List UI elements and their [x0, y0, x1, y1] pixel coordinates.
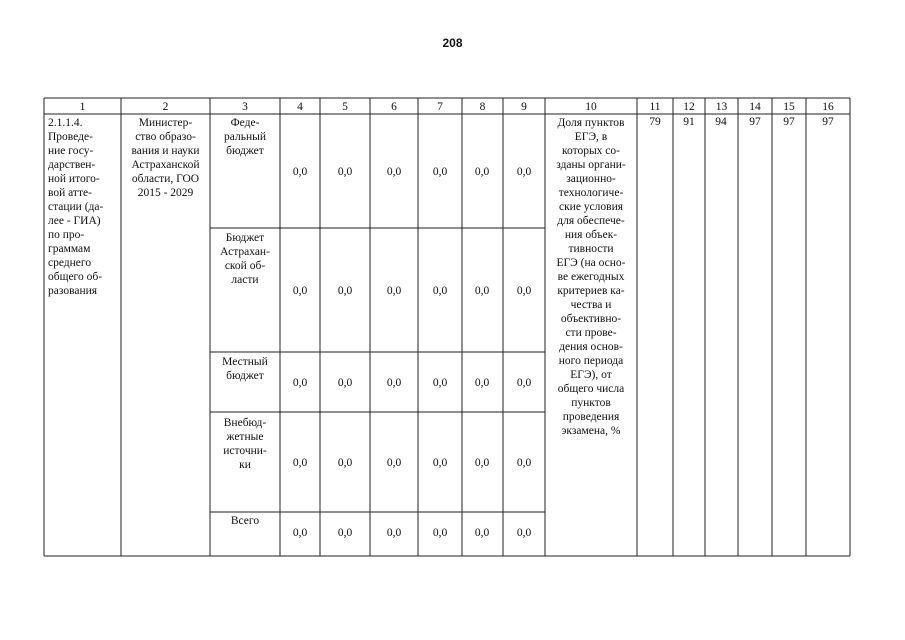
value-cell: 0,0 — [292, 377, 308, 389]
value-cell: 0,0 — [516, 457, 532, 469]
target-value: 97 — [783, 116, 795, 128]
column-header-4: 4 — [297, 101, 303, 113]
value-cell: 0,0 — [474, 285, 490, 297]
column-header-11: 11 — [649, 101, 661, 113]
value-cell: 0,0 — [474, 457, 490, 469]
column-header-6: 6 — [391, 101, 397, 113]
value-cell: 0,0 — [386, 377, 402, 389]
value-cell: 0,0 — [386, 527, 402, 539]
column-header-16: 16 — [822, 101, 834, 113]
value-cell: 0,0 — [432, 166, 448, 178]
indicator-text: Доля пунктов ЕГЭ, в которых со- зданы органи- зационно- технологиче- ские условия для обеспече- ния объек- тивности ЕГЭ (на осно- ве ежегодных критериев ка- чества и объективно- сти прове- дения основ- ного периода ЕГЭ), от общего числа пунктов проведения экзамена, % — [556, 117, 626, 437]
value-cell: 0,0 — [337, 377, 353, 389]
value-cell: 0,0 — [432, 527, 448, 539]
source-regional: Бюджет Астрахан- ской об- ласти — [220, 232, 270, 286]
value-cell: 0,0 — [516, 377, 532, 389]
value-cell: 0,0 — [292, 285, 308, 297]
value-cell: 0,0 — [432, 377, 448, 389]
value-cell: 0,0 — [386, 457, 402, 469]
value-cell: 0,0 — [386, 166, 402, 178]
target-value: 91 — [683, 116, 695, 128]
target-value: 97 — [749, 116, 761, 128]
column-header-2: 2 — [162, 101, 169, 113]
column-header-9: 9 — [521, 101, 527, 113]
measure-name: 2.1.1.4. Проведе- ние госу- дарствен- ной итого- вой атте- стации (да- лее - ГИА) по про- граммам среднего общего об- разования — [48, 117, 104, 297]
column-header-15: 15 — [783, 101, 795, 113]
value-cell: 0,0 — [474, 377, 490, 389]
column-header-14: 14 — [749, 101, 761, 113]
column-header-10: 10 — [585, 101, 597, 113]
value-cell: 0,0 — [432, 457, 448, 469]
source-extrabudget: Внебюд- жетные источни- ки — [223, 417, 267, 471]
value-cell: 0,0 — [337, 457, 353, 469]
value-cell: 0,0 — [337, 166, 353, 178]
value-cell: 0,0 — [474, 166, 490, 178]
value-cell: 0,0 — [337, 527, 353, 539]
page-number: 208 — [442, 36, 463, 50]
source-total: Всего — [230, 515, 260, 527]
value-cell: 0,0 — [292, 166, 308, 178]
column-header-3: 3 — [242, 101, 248, 113]
column-header-7: 7 — [437, 101, 443, 113]
value-cell: 0,0 — [386, 285, 402, 297]
column-header-8: 8 — [479, 101, 486, 113]
column-header-12: 12 — [683, 101, 695, 113]
value-cell: 0,0 — [516, 285, 532, 297]
source-local: Местный бюджет — [222, 356, 268, 382]
column-header-1: 1 — [79, 101, 86, 113]
value-cell: 0,0 — [292, 457, 308, 469]
source-federal: Феде- ральный бюджет — [224, 117, 266, 157]
value-cell: 0,0 — [337, 285, 353, 297]
target-value: 94 — [715, 116, 727, 128]
value-cell: 0,0 — [516, 527, 532, 539]
executor: Министер- ство образо- вания и науки Астраханской области, ГОО 2015 - 2029 — [131, 117, 200, 199]
target-value: 97 — [822, 116, 834, 128]
target-value: 79 — [649, 116, 661, 128]
value-cell: 0,0 — [516, 166, 532, 178]
column-header-13: 13 — [715, 101, 728, 113]
value-cell: 0,0 — [432, 285, 448, 297]
value-cell: 0,0 — [292, 527, 308, 539]
column-header-5: 5 — [342, 101, 348, 113]
value-cell: 0,0 — [474, 527, 490, 539]
